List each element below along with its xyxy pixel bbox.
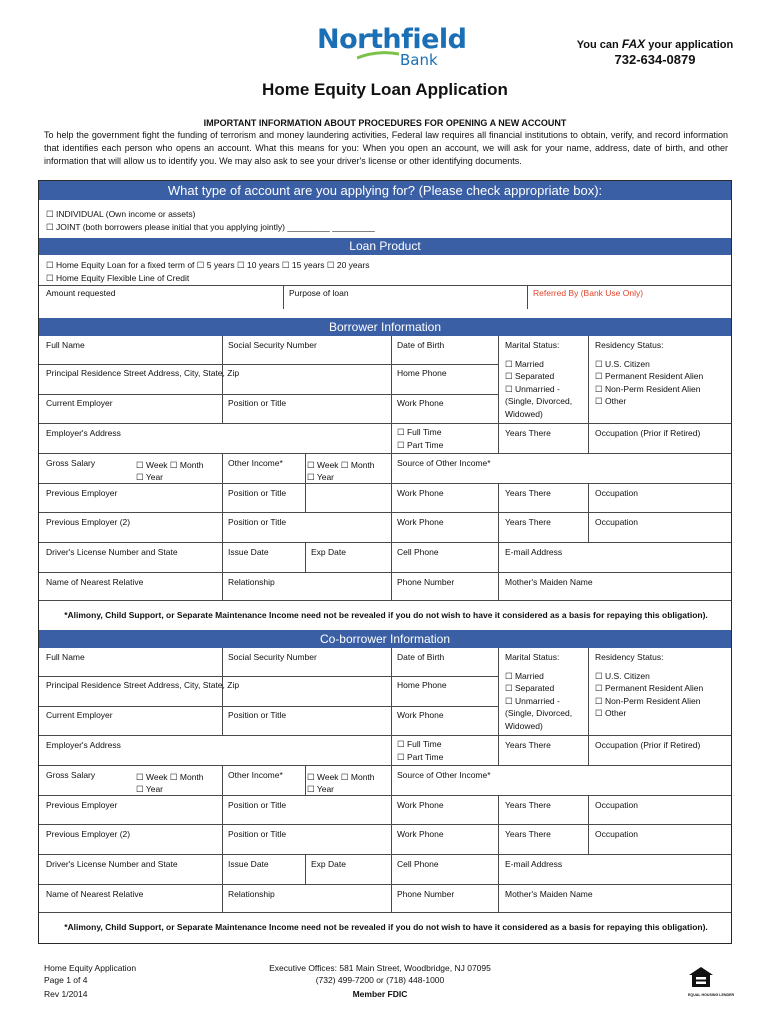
borrower-occupation-retired[interactable]: Occupation (Prior if Retired) (595, 428, 701, 438)
borrower-prev-employer-2[interactable]: Previous Employer (2) (46, 517, 131, 527)
borrower-email[interactable]: E-mail Address (505, 547, 563, 557)
coborrower-ssn[interactable]: Social Security Number (228, 652, 317, 662)
coborrower-perm-alien[interactable]: ☐ Permanent Resident Alien (595, 683, 704, 693)
coborrower-prev-occupation[interactable]: Occupation (595, 800, 638, 810)
coborrower-salary-week-month[interactable]: ☐ Week ☐ Month (136, 772, 204, 782)
equal-housing-icon (688, 966, 714, 988)
equal-housing-label: EQUAL HOUSING LENDER (688, 993, 735, 997)
logo-wordmark: Northfield (317, 24, 467, 55)
borrower-residency-label: Residency Status: (595, 340, 664, 350)
purpose-field[interactable]: Purpose of loan (289, 288, 349, 298)
borrower-other-residency[interactable]: ☐ Other (595, 396, 627, 406)
borrower-marital-label: Marital Status: (505, 340, 560, 350)
borrower-prev-years[interactable]: Years There (505, 488, 551, 498)
coborrower-us-citizen[interactable]: ☐ U.S. Citizen (595, 671, 650, 681)
borrower-prev-position[interactable]: Position or Title (228, 488, 287, 498)
borrower-salary-week-month[interactable]: ☐ Week ☐ Month (136, 460, 204, 470)
referred-by-field: Referred By (Bank Use Only) (533, 288, 644, 298)
coborrower-unmarried-detail: (Single, Divorced, (505, 708, 573, 718)
coborrower-email[interactable]: E-mail Address (505, 859, 563, 869)
borrower-cell-phone[interactable]: Cell Phone (397, 547, 439, 557)
coborrower-employer[interactable]: Current Employer (46, 710, 113, 720)
northfield-bank-logo (317, 24, 467, 72)
borrower-relative[interactable]: Name of Nearest Relative (46, 577, 144, 587)
borrower-us-citizen[interactable]: ☐ U.S. Citizen (595, 359, 650, 369)
loan-product-header: Loan Product (39, 238, 731, 255)
coborrower-prev-work-phone[interactable]: Work Phone (397, 800, 444, 810)
coborrower-prev-occupation-2[interactable]: Occupation (595, 829, 638, 839)
coborrower-full-time[interactable]: ☐ Full Time (397, 739, 442, 749)
coborrower-prev-position-2[interactable]: Position or Title (228, 829, 287, 839)
borrower-issue-date[interactable]: Issue Date (228, 547, 269, 557)
coborrower-relative[interactable]: Name of Nearest Relative (46, 889, 144, 899)
coborrower-employer-address[interactable]: Employer's Address (46, 740, 121, 750)
borrower-prev-occupation[interactable]: Occupation (595, 488, 638, 498)
logo-swoosh-icon (357, 50, 399, 60)
fax-phone-number: 732-634-0879 (614, 52, 696, 67)
borrower-unmarried-detail2: Widowed) (505, 409, 543, 419)
borrower-part-time[interactable]: ☐ Part Time (397, 440, 444, 450)
intro-paragraph: To help the government fight the funding of terrorism and money laundering activities, Federal law requires all financial institutions to obtain, verify, and record information that identifies each person who opens an account. What this means for you: When you open an account, we will ask for your name, address, date of birth, and other information that will allow us to identify you. We may also ask to see your driver's license or other identifying documents. (44, 130, 728, 166)
coborrower-occupation-retired[interactable]: Occupation (Prior if Retired) (595, 740, 701, 750)
footer-member-fdic: Member FDIC (352, 989, 408, 999)
coborrower-position[interactable]: Position or Title (228, 710, 287, 720)
footer-doc-name: Home Equity Application (44, 963, 137, 973)
page-title: Home Equity Loan Application (262, 80, 508, 99)
coborrower-cell-phone[interactable]: Cell Phone (397, 859, 439, 869)
borrower-gross-salary[interactable]: Gross Salary (46, 458, 96, 468)
borrower-address[interactable]: Principal Residence Street Address, City, State, Zip (46, 368, 240, 378)
coborrower-marital-label: Marital Status: (505, 652, 560, 662)
borrower-years-there[interactable]: Years There (505, 428, 551, 438)
coborrower-exp-date[interactable]: Exp Date (311, 859, 346, 869)
coborrower-full-name[interactable]: Full Name (46, 652, 85, 662)
borrower-work-phone[interactable]: Work Phone (397, 398, 444, 408)
coborrower-dob[interactable]: Date of Birth (397, 652, 445, 662)
borrower-perm-alien[interactable]: ☐ Permanent Resident Alien (595, 371, 704, 381)
coborrower-prev-employer-2[interactable]: Previous Employer (2) (46, 829, 131, 839)
borrower-salary-year[interactable]: ☐ Year (136, 472, 164, 482)
borrower-dob[interactable]: Date of Birth (397, 340, 445, 350)
flexible-line-checkbox[interactable]: ☐ Home Equity Flexible Line of Credit (46, 273, 190, 283)
coborrower-source-other-income[interactable]: Source of Other Income* (397, 770, 491, 780)
borrower-position[interactable]: Position or Title (228, 398, 287, 408)
borrower-employer[interactable]: Current Employer (46, 398, 113, 408)
borrower-license[interactable]: Driver's License Number and State (46, 547, 178, 557)
borrower-home-phone[interactable]: Home Phone (397, 368, 447, 378)
coborrower-other-year[interactable]: ☐ Year (307, 784, 335, 794)
coborrower-part-time[interactable]: ☐ Part Time (397, 752, 444, 762)
coborrower-issue-date[interactable]: Issue Date (228, 859, 269, 869)
coborrower-prev-position[interactable]: Position or Title (228, 800, 287, 810)
coborrower-unmarried[interactable]: ☐ Unmarried - (505, 696, 560, 706)
coborrower-years-there[interactable]: Years There (505, 740, 551, 750)
borrower-alimony-note: *Alimony, Child Support, or Separate Maintenance Income need not be revealed if you do not wish to have it considered as a basis for repaying this obligation). (64, 610, 708, 620)
coborrower-other-week-month[interactable]: ☐ Week ☐ Month (307, 772, 375, 782)
borrower-prev-position-2[interactable]: Position or Title (228, 517, 287, 527)
borrower-prev-occupation-2[interactable]: Occupation (595, 517, 638, 527)
coborrower-license[interactable]: Driver's License Number and State (46, 859, 178, 869)
account-type-header: What type of account are you applying for? (Please check appropriate box): (39, 181, 731, 200)
coborrower-home-phone[interactable]: Home Phone (397, 680, 447, 690)
coborrower-alimony-note: *Alimony, Child Support, or Separate Maintenance Income need not be revealed if you do not wish to have it considered as a basis for repaying this obligation). (64, 922, 708, 932)
coborrower-other-residency[interactable]: ☐ Other (595, 708, 627, 718)
borrower-nonperm-alien[interactable]: ☐ Non-Perm Resident Alien (595, 384, 701, 394)
fax-notice: You can FAX your application (576, 37, 734, 51)
borrower-full-name[interactable]: Full Name (46, 340, 85, 350)
coborrower-unmarried-detail2: Widowed) (505, 721, 543, 731)
coborrower-prev-years[interactable]: Years There (505, 800, 551, 810)
borrower-married[interactable]: ☐ Married (505, 359, 544, 369)
coborrower-maiden-name[interactable]: Mother's Maiden Name (505, 889, 593, 899)
fixed-term-options[interactable]: ☐ Home Equity Loan for a fixed term of ☐ 5 years ☐ 10 years ☐ 15 years ☐ 20 years (46, 260, 370, 270)
borrower-unmarried-detail: (Single, Divorced, (505, 396, 573, 406)
footer-executive-offices: Executive Offices: 581 Main Street, Woodbridge, NJ 07095 (269, 963, 491, 973)
borrower-other-income[interactable]: Other Income* (228, 458, 283, 468)
coborrower-address[interactable]: Principal Residence Street Address, City, State, Zip (46, 680, 240, 690)
coborrower-section-header: Co-borrower Information (39, 630, 731, 648)
coborrower-prev-years-2[interactable]: Years There (505, 829, 551, 839)
borrower-relative-phone[interactable]: Phone Number (397, 577, 455, 587)
coborrower-nonperm-alien[interactable]: ☐ Non-Perm Resident Alien (595, 696, 701, 706)
application-form (38, 180, 732, 944)
borrower-full-time[interactable]: ☐ Full Time (397, 427, 442, 437)
borrower-prev-work-phone[interactable]: Work Phone (397, 488, 444, 498)
important-heading: IMPORTANT INFORMATION ABOUT PROCEDURES FOR OPENING A NEW ACCOUNT (203, 118, 567, 128)
coborrower-gross-salary[interactable]: Gross Salary (46, 770, 96, 780)
borrower-exp-date[interactable]: Exp Date (311, 547, 346, 557)
borrower-separated[interactable]: ☐ Separated (505, 371, 555, 381)
coborrower-married[interactable]: ☐ Married (505, 671, 544, 681)
individual-checkbox[interactable]: ☐ INDIVIDUAL (Own income or assets) (46, 209, 196, 219)
borrower-relationship[interactable]: Relationship (228, 577, 275, 587)
logo-bank-word: Bank (400, 51, 438, 69)
coborrower-residency-label: Residency Status: (595, 652, 664, 662)
coborrower-relative-phone[interactable]: Phone Number (397, 889, 455, 899)
borrower-other-week-month[interactable]: ☐ Week ☐ Month (307, 460, 375, 470)
amount-requested-field[interactable]: Amount requested (46, 288, 116, 298)
borrower-unmarried[interactable]: ☐ Unmarried - (505, 384, 560, 394)
borrower-prev-years-2[interactable]: Years There (505, 517, 551, 527)
borrower-section-header: Borrower Information (39, 318, 731, 336)
coborrower-salary-year[interactable]: ☐ Year (136, 784, 164, 794)
footer-page-number: Page 1 of 4 (44, 975, 88, 985)
coborrower-prev-employer[interactable]: Previous Employer (46, 800, 118, 810)
equal-housing-lender-logo (688, 966, 735, 997)
coborrower-work-phone[interactable]: Work Phone (397, 710, 444, 720)
borrower-other-year[interactable]: ☐ Year (307, 472, 335, 482)
coborrower-prev-work-phone-2[interactable]: Work Phone (397, 829, 444, 839)
borrower-employer-address[interactable]: Employer's Address (46, 428, 121, 438)
coborrower-other-income[interactable]: Other Income* (228, 770, 283, 780)
coborrower-separated[interactable]: ☐ Separated (505, 683, 555, 693)
borrower-maiden-name[interactable]: Mother's Maiden Name (505, 577, 593, 587)
borrower-prev-employer[interactable]: Previous Employer (46, 488, 118, 498)
coborrower-relationship[interactable]: Relationship (228, 889, 275, 899)
footer-revision: Rev 1/2014 (44, 989, 88, 999)
borrower-source-other-income[interactable]: Source of Other Income* (397, 458, 491, 468)
joint-checkbox[interactable]: ☐ JOINT (both borrowers please initial that you applying jointly) _________ _________ (46, 222, 375, 232)
borrower-ssn[interactable]: Social Security Number (228, 340, 317, 350)
footer-phone-numbers: (732) 499-7200 or (718) 448-1000 (315, 975, 445, 985)
borrower-prev-work-phone-2[interactable]: Work Phone (397, 517, 444, 527)
